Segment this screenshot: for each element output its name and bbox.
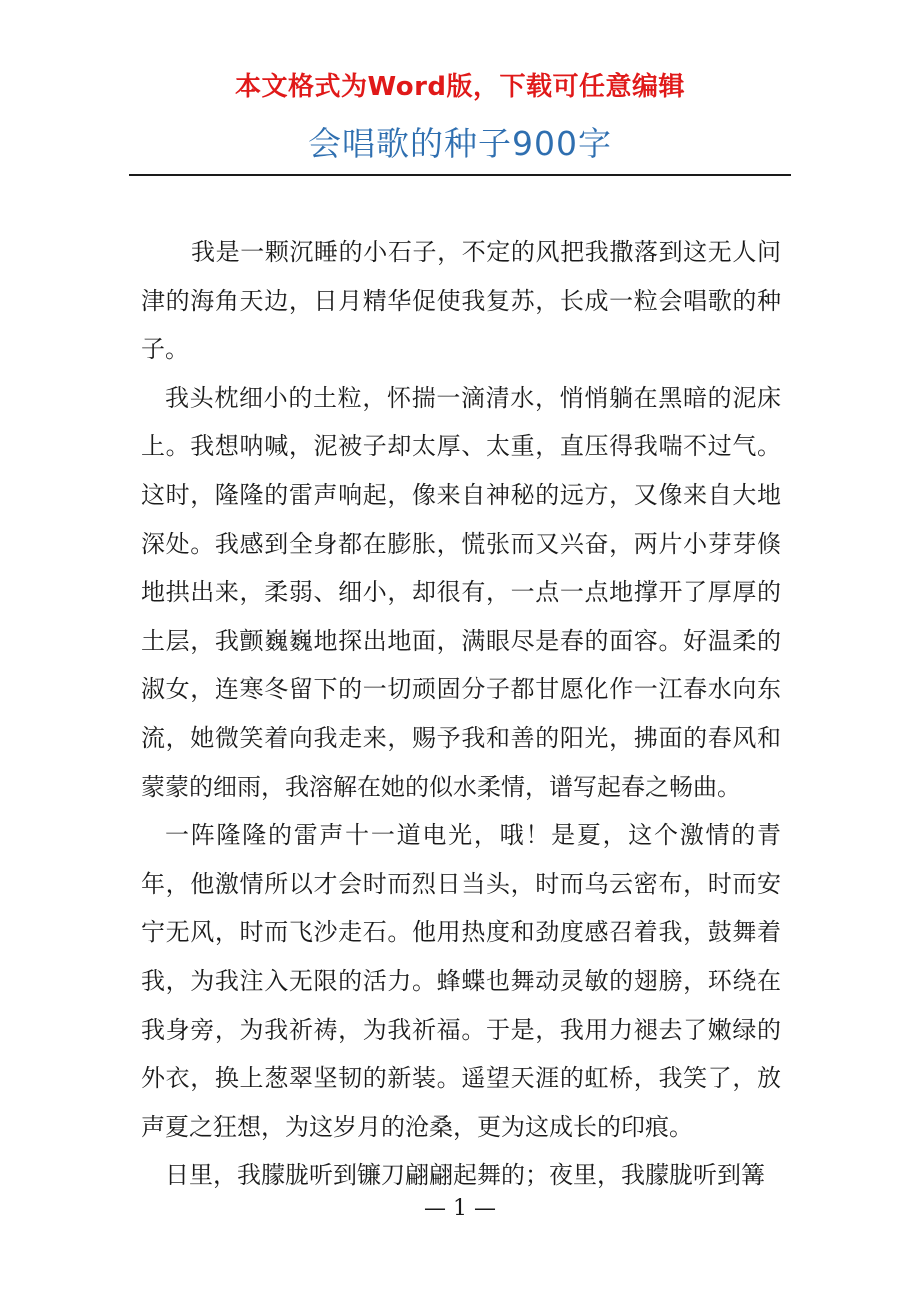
paragraph-1: 我是一颗沉睡的小石子，不定的风把我撒落到这无人问津的海角天边，日月精华促使我复苏，长成一粒会唱歌的种子。: [141, 238, 781, 364]
paragraph-4: 日里，我朦胧听到镰刀翩翩起舞的；夜里，我朦胧听到篝: [165, 1161, 765, 1190]
paragraph-2: 我头枕细小的土粒，怀揣一滴清水，悄悄躺在黑暗的泥床上。我想呐喊，泥被子却太厚、太重，直压得我喘不过气。这时，隆隆的雷声响起，像来自神秘的远方，又像来自大地深处。我感到全身都在膨胀，慌张而又兴奋，两片小芽芽倏地拱出来，柔弱、细小，却很有，一点一点地撑开了厚厚的土层，我颤巍巍地探出地面，满眼尽是春的面容。好温柔的淑女，连寒冬留下的一切顽固分子都甘愿化作一江春水向东流，她微笑着向我走来，赐予我和善的阳光，拂面的春风和蒙蒙的细雨，我溶解在她的似水柔情，谱写起春之畅曲。: [141, 383, 781, 801]
format-banner: 本文格式为Word版，下载可任意编辑: [234, 72, 686, 102]
document-title: 会唱歌的种子900字: [308, 124, 612, 163]
title-divider: [129, 174, 791, 176]
document-body: [141, 228, 781, 1200]
page-number: — 1 —: [424, 1196, 496, 1221]
paragraph-3: 一阵隆隆的雷声十一道电光，哦！是夏，这个激情的青年，他激情所以才会时而烈日当头，时而乌云密布，时而安宁无风，时而飞沙走石。他用热度和劲度感召着我，鼓舞着我，为我注入无限的活力。蜂蝶也舞动灵敏的翅膀，环绕在我身旁，为我祈祷，为我祈福。于是，我用力褪去了嫩绿的外衣，换上葱翠坚韧的新装。遥望天涯的虹桥，我笑了，放声夏之狂想，为这岁月的沧桑，更为这成长的印痕。: [141, 821, 781, 1141]
